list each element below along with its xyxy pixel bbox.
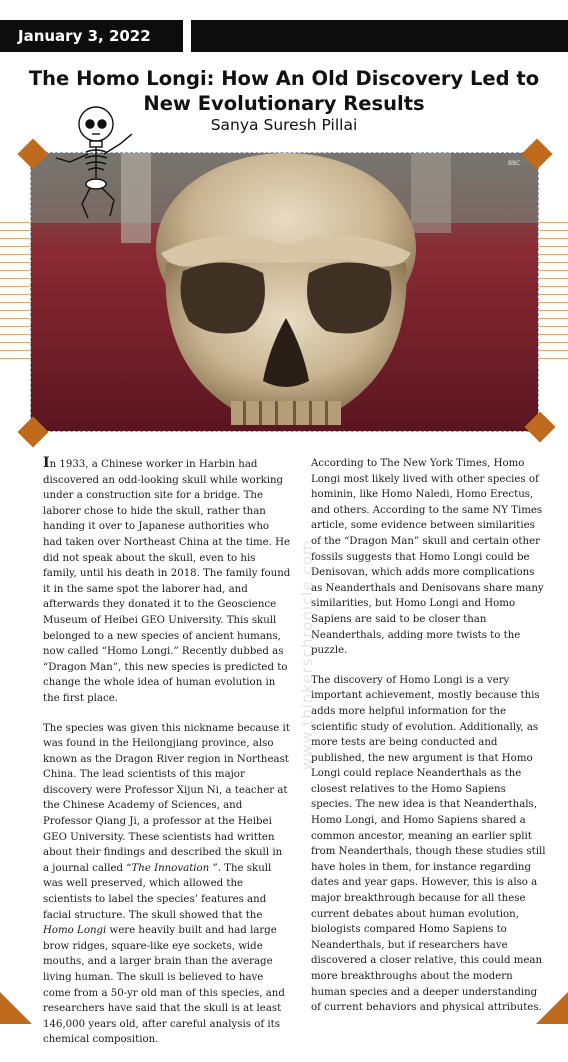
issue-date: January 3, 2022: [18, 27, 151, 45]
skeleton-illustration: [48, 104, 138, 224]
journal-name: The Innovation: [131, 862, 210, 874]
header-bar: [191, 20, 568, 52]
photo-credit: BBC: [508, 160, 521, 167]
paragraph: [311, 456, 547, 659]
article-column-right: [311, 456, 547, 1030]
paragraph: [43, 456, 291, 707]
species-name: Homo Longi: [43, 925, 107, 937]
drop-cap: I: [43, 455, 50, 471]
paragraph: [43, 721, 291, 1048]
paragraph-text: n 1933, a Chinese worker in Harbin had discovered an odd-looking skull while working under a construction site for a bridge. The laborer chose to hide the skull, rather than handing it over to Japanese authorities who had taken over Northeast China at the time. He did not speak about the skull, even to his family, until his death in 2018. The family found it in the same spot the laborer had, and afterwards they donated it to the Geoscience Museum of Heibei GEO University. This skull belonged to a new species of ancient humans, now called “Homo Longi.” Recently dubbed as “Dragon Man”, this new species is predicted to change the whole idea of human evolution in the first place.: [43, 459, 291, 704]
paragraph-text: ”. The skull was well preserved, which allowed the scientists to label the species’ features and facial structure. The skull showed that the: [43, 862, 272, 921]
article-column-left: [43, 456, 291, 1062]
paragraph-text: were heavily built and had large brow ridges, square-like eye sockets, wide mouths, and a larger brain than the average living human. The skull is believed to have come from a 50-yr old man of this species, and researchers have said that the skull is at least 146,000 years old, after careful analysis of its chemical composition.: [43, 925, 285, 1046]
decorative-stripes-right: [534, 222, 568, 366]
article-title: The Homo Longi: How An Old Discovery Led to New Evolutionary Results: [28, 67, 540, 115]
corner-triangle-bottom-left: [0, 992, 32, 1024]
article-author: Sanya Suresh Pillai: [210, 116, 358, 134]
paragraph-text: The discovery of Homo Longi is a very important achievement, mostly because this adds more helpful information for the scientific study of evolution. Additionally, as more tests are being conducted and published, the new argument is that Homo Longi could replace Neanderthals as the closest relatives to the Homo Sapiens species. The new idea is that Neanderthals, Homo Longi, and Homo Sapiens shared a common ancestor, meaning an earlier split from Neanderthals, though these studies still have holes in them, for instance regarding dates and year gaps. However, this is also a major breakthrough because for all these current debates about human evolution, biologists compared Homo Sapiens to Neanderthals, but if researchers have discovered a closer relative, this could mean more breakthroughs about the modern human species and a deeper understanding of current behaviors and physical attributes.: [311, 674, 546, 1014]
site-watermark: www.thinkerschronicle.com: [298, 539, 316, 770]
paragraph-text: The species was given this nickname because it was found in the Heilongjiang province, also known as the Dragon River region in Northeast China. The lead scientists of this major discovery were Professor Xijun Ni, a teacher at the Chinese Academy of Sciences, and Professor Qiang Ji, a professor at the Heibei GEO University. These scientists had written about their findings and described the skull in a journal called “: [43, 722, 290, 874]
paragraph-text: According to The New York Times, Homo Longi most likely lived with other species of hominin, like Homo Naledi, Homo Erectus, and others. According to the same NY Times article, some evidence between similarities of the “Dragon Man” skull and certain other fossils suggests that Homo Longi could be Denisovan, which adds more complications as Neanderthals and Denisovans share many similarities, but Homo Longi and Homo Sapiens are said to be closer than Neanderthals, adding more twists to the puzzle.: [311, 458, 544, 657]
paragraph: [311, 673, 547, 1016]
corner-triangle-bottom-right: [536, 992, 568, 1024]
